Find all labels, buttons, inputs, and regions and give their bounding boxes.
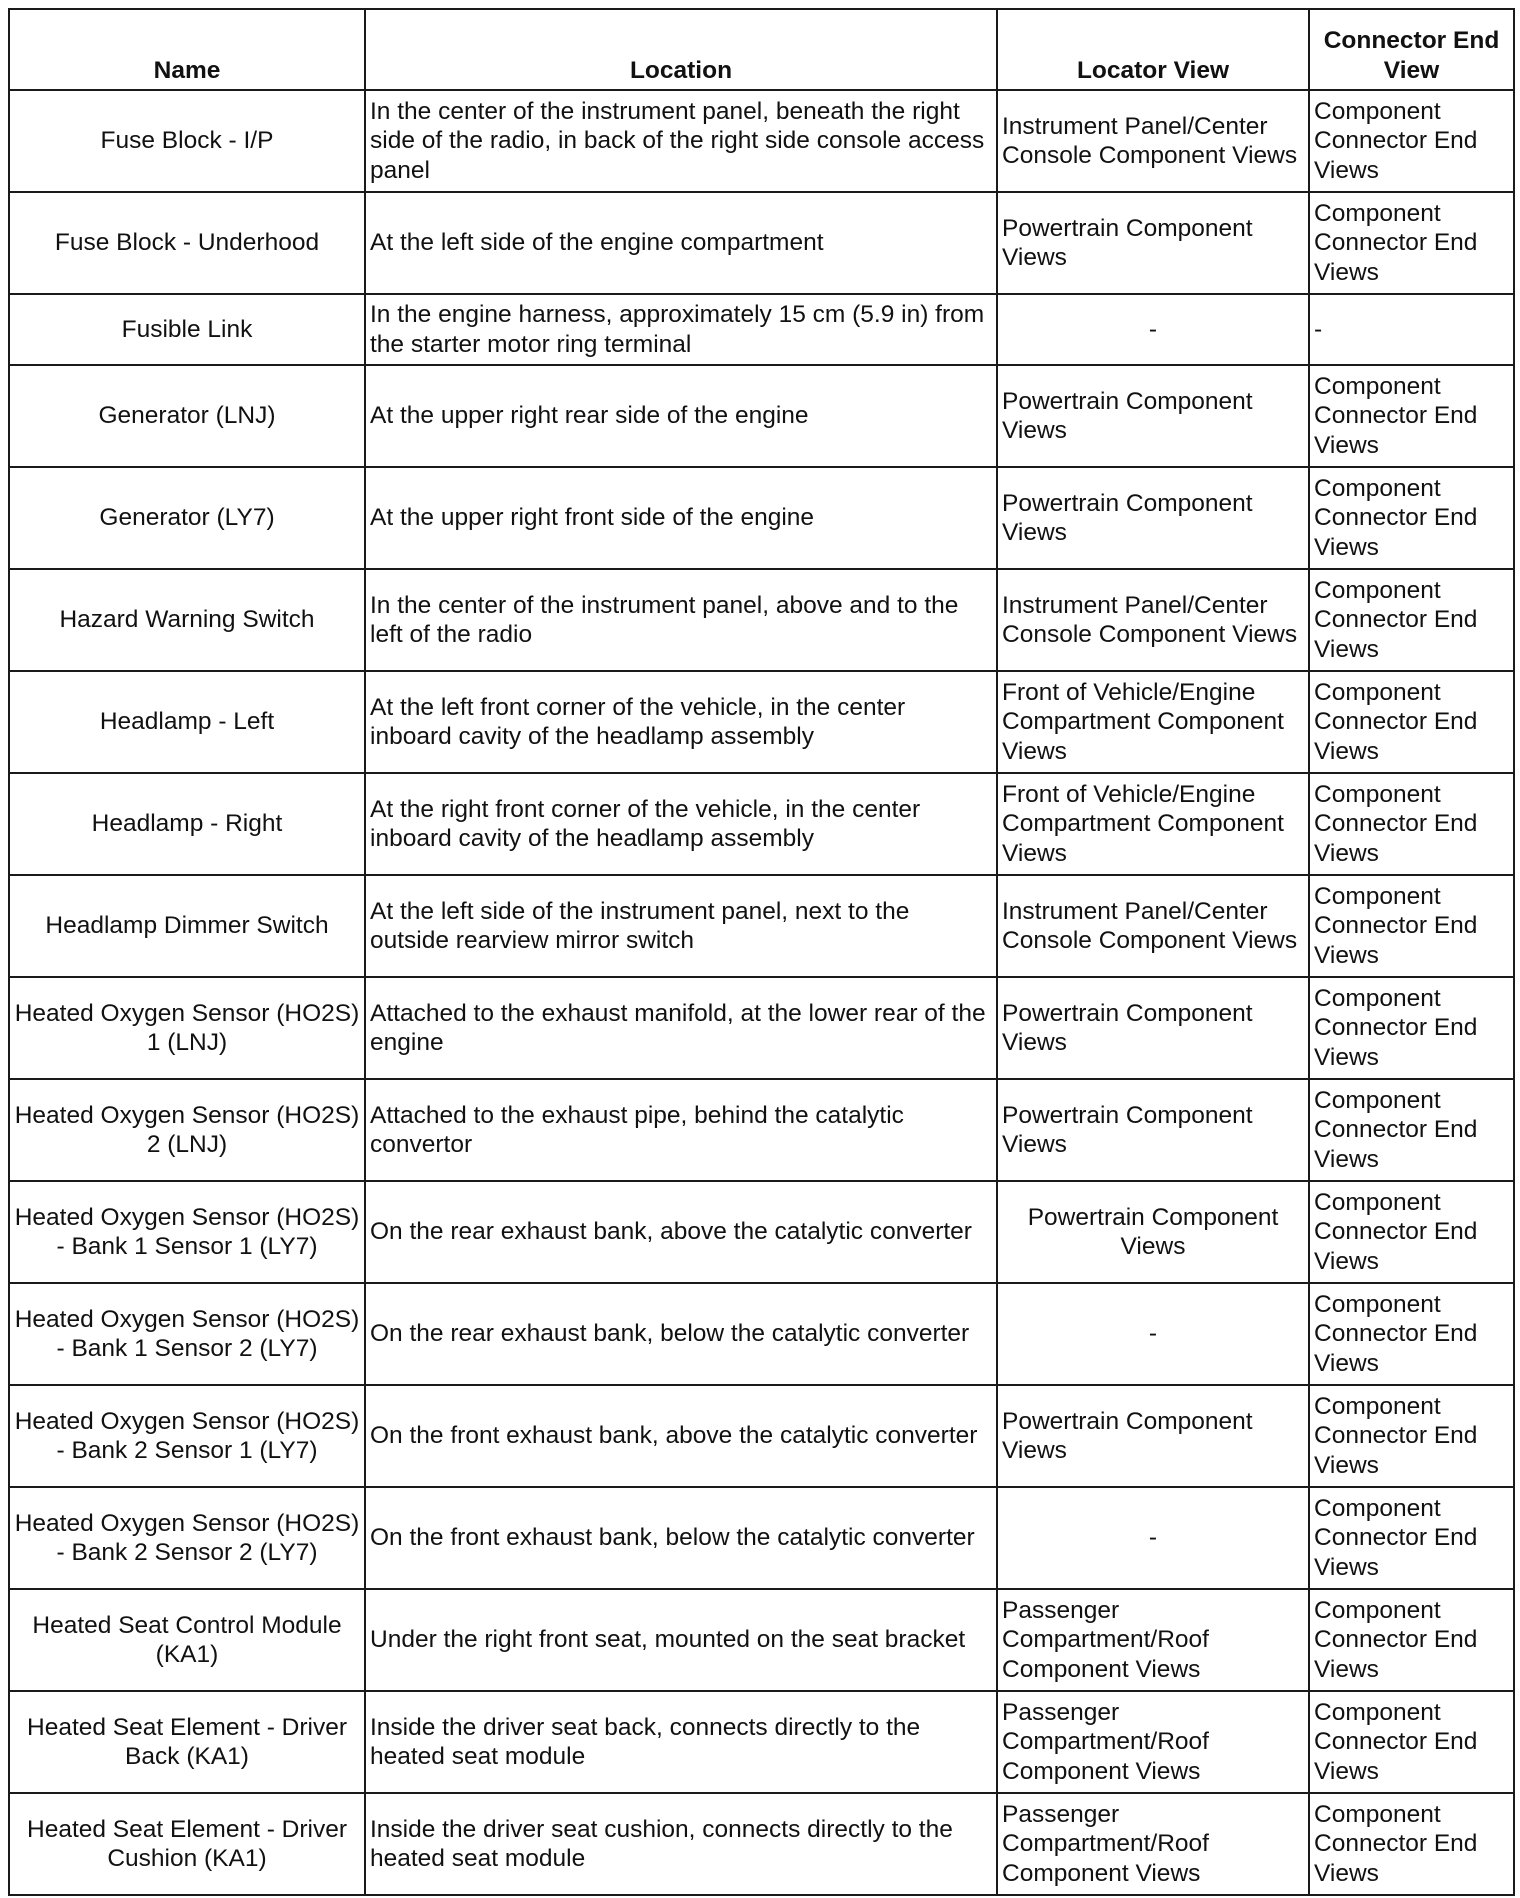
cell-name: Fusible Link	[9, 294, 365, 365]
cell-connector-end-view: Component Connector End Views	[1309, 192, 1514, 294]
cell-location: On the rear exhaust bank, above the catalytic converter	[365, 1181, 997, 1283]
cell-connector-end-view: Component Connector End Views	[1309, 1079, 1514, 1181]
table-row	[9, 875, 1514, 977]
cell-location: At the upper right front side of the engine	[365, 467, 997, 569]
cell-name: Heated Oxygen Sensor (HO2S) 1 (LNJ)	[9, 977, 365, 1079]
cell-connector-end-view: Component Connector End Views	[1309, 1487, 1514, 1589]
cell-name: Heated Seat Element - Driver Cushion (KA1)	[9, 1793, 365, 1895]
cell-connector-end-view: Component Connector End Views	[1309, 90, 1514, 192]
cell-location: On the front exhaust bank, above the catalytic converter	[365, 1385, 997, 1487]
cell-locator-view: Passenger Compartment/Roof Component Views	[997, 1589, 1309, 1691]
cell-name: Heated Oxygen Sensor (HO2S) - Bank 1 Sensor 2 (LY7)	[9, 1283, 365, 1385]
cell-connector-end-view: Component Connector End Views	[1309, 671, 1514, 773]
cell-location: Under the right front seat, mounted on the seat bracket	[365, 1589, 997, 1691]
header-connector-end-view: Connector End View	[1309, 9, 1514, 90]
cell-connector-end-view: Component Connector End Views	[1309, 569, 1514, 671]
cell-locator-view: -	[997, 1487, 1309, 1589]
cell-name: Headlamp - Right	[9, 773, 365, 875]
cell-locator-view: Passenger Compartment/Roof Component Views	[997, 1691, 1309, 1793]
table-row	[9, 467, 1514, 569]
cell-locator-view: Powertrain Component Views	[997, 977, 1309, 1079]
cell-locator-view: Powertrain Component Views	[997, 1385, 1309, 1487]
table-row	[9, 569, 1514, 671]
cell-name: Generator (LNJ)	[9, 365, 365, 467]
component-locator-table	[8, 8, 1515, 1896]
table-body	[9, 90, 1514, 1895]
cell-locator-view: -	[997, 294, 1309, 365]
cell-locator-view: Powertrain Component Views	[997, 1079, 1309, 1181]
table-row	[9, 977, 1514, 1079]
cell-connector-end-view: Component Connector End Views	[1309, 875, 1514, 977]
cell-location: Attached to the exhaust manifold, at the lower rear of the engine	[365, 977, 997, 1079]
cell-name: Heated Oxygen Sensor (HO2S) - Bank 1 Sensor 1 (LY7)	[9, 1181, 365, 1283]
cell-name: Fuse Block - Underhood	[9, 192, 365, 294]
cell-location: Attached to the exhaust pipe, behind the catalytic convertor	[365, 1079, 997, 1181]
table-row	[9, 90, 1514, 192]
cell-connector-end-view: -	[1309, 294, 1514, 365]
cell-name: Heated Oxygen Sensor (HO2S) - Bank 2 Sensor 1 (LY7)	[9, 1385, 365, 1487]
cell-name: Generator (LY7)	[9, 467, 365, 569]
cell-locator-view: Instrument Panel/Center Console Component Views	[997, 569, 1309, 671]
table-row	[9, 365, 1514, 467]
table-row	[9, 1385, 1514, 1487]
cell-location: At the upper right rear side of the engine	[365, 365, 997, 467]
cell-locator-view: Powertrain Component Views	[997, 1181, 1309, 1283]
cell-locator-view: Instrument Panel/Center Console Component Views	[997, 875, 1309, 977]
cell-connector-end-view: Component Connector End Views	[1309, 977, 1514, 1079]
table-row	[9, 671, 1514, 773]
cell-locator-view: -	[997, 1283, 1309, 1385]
table-row	[9, 1079, 1514, 1181]
cell-connector-end-view: Component Connector End Views	[1309, 773, 1514, 875]
cell-locator-view: Powertrain Component Views	[997, 365, 1309, 467]
cell-location: At the left side of the engine compartment	[365, 192, 997, 294]
table-row	[9, 1283, 1514, 1385]
table-row	[9, 1487, 1514, 1589]
cell-locator-view: Powertrain Component Views	[997, 192, 1309, 294]
table-row	[9, 773, 1514, 875]
cell-name: Headlamp - Left	[9, 671, 365, 773]
cell-connector-end-view: Component Connector End Views	[1309, 1385, 1514, 1487]
cell-locator-view: Front of Vehicle/Engine Compartment Component Views	[997, 773, 1309, 875]
header-location: Location	[365, 9, 997, 90]
header-row	[9, 9, 1514, 90]
cell-connector-end-view: Component Connector End Views	[1309, 467, 1514, 569]
cell-name: Heated Seat Control Module (KA1)	[9, 1589, 365, 1691]
cell-connector-end-view: Component Connector End Views	[1309, 1793, 1514, 1895]
header-name: Name	[9, 9, 365, 90]
cell-connector-end-view: Component Connector End Views	[1309, 1181, 1514, 1283]
cell-locator-view: Instrument Panel/Center Console Component Views	[997, 90, 1309, 192]
cell-location: In the center of the instrument panel, beneath the right side of the radio, in back of the right side console access panel	[365, 90, 997, 192]
cell-name: Heated Seat Element - Driver Back (KA1)	[9, 1691, 365, 1793]
cell-name: Hazard Warning Switch	[9, 569, 365, 671]
cell-connector-end-view: Component Connector End Views	[1309, 365, 1514, 467]
cell-locator-view: Front of Vehicle/Engine Compartment Component Views	[997, 671, 1309, 773]
cell-location: On the front exhaust bank, below the catalytic converter	[365, 1487, 997, 1589]
cell-locator-view: Passenger Compartment/Roof Component Views	[997, 1793, 1309, 1895]
cell-connector-end-view: Component Connector End Views	[1309, 1283, 1514, 1385]
table-row	[9, 1793, 1514, 1895]
cell-location: In the center of the instrument panel, above and to the left of the radio	[365, 569, 997, 671]
cell-connector-end-view: Component Connector End Views	[1309, 1691, 1514, 1793]
cell-name: Fuse Block - I/P	[9, 90, 365, 192]
cell-name: Heated Oxygen Sensor (HO2S) - Bank 2 Sensor 2 (LY7)	[9, 1487, 365, 1589]
cell-location: At the left front corner of the vehicle, in the center inboard cavity of the headlamp assembly	[365, 671, 997, 773]
table-row	[9, 1589, 1514, 1691]
table-row	[9, 294, 1514, 365]
table-row	[9, 1691, 1514, 1793]
cell-location: Inside the driver seat cushion, connects directly to the heated seat module	[365, 1793, 997, 1895]
cell-location: On the rear exhaust bank, below the catalytic converter	[365, 1283, 997, 1385]
cell-location: At the left side of the instrument panel, next to the outside rearview mirror switch	[365, 875, 997, 977]
cell-name: Heated Oxygen Sensor (HO2S) 2 (LNJ)	[9, 1079, 365, 1181]
table-row	[9, 1181, 1514, 1283]
cell-connector-end-view: Component Connector End Views	[1309, 1589, 1514, 1691]
cell-location: In the engine harness, approximately 15 cm (5.9 in) from the starter motor ring terminal	[365, 294, 997, 365]
table-row	[9, 192, 1514, 294]
cell-locator-view: Powertrain Component Views	[997, 467, 1309, 569]
cell-location: At the right front corner of the vehicle, in the center inboard cavity of the headlamp assembly	[365, 773, 997, 875]
cell-name: Headlamp Dimmer Switch	[9, 875, 365, 977]
cell-location: Inside the driver seat back, connects directly to the heated seat module	[365, 1691, 997, 1793]
header-locator-view: Locator View	[997, 9, 1309, 90]
